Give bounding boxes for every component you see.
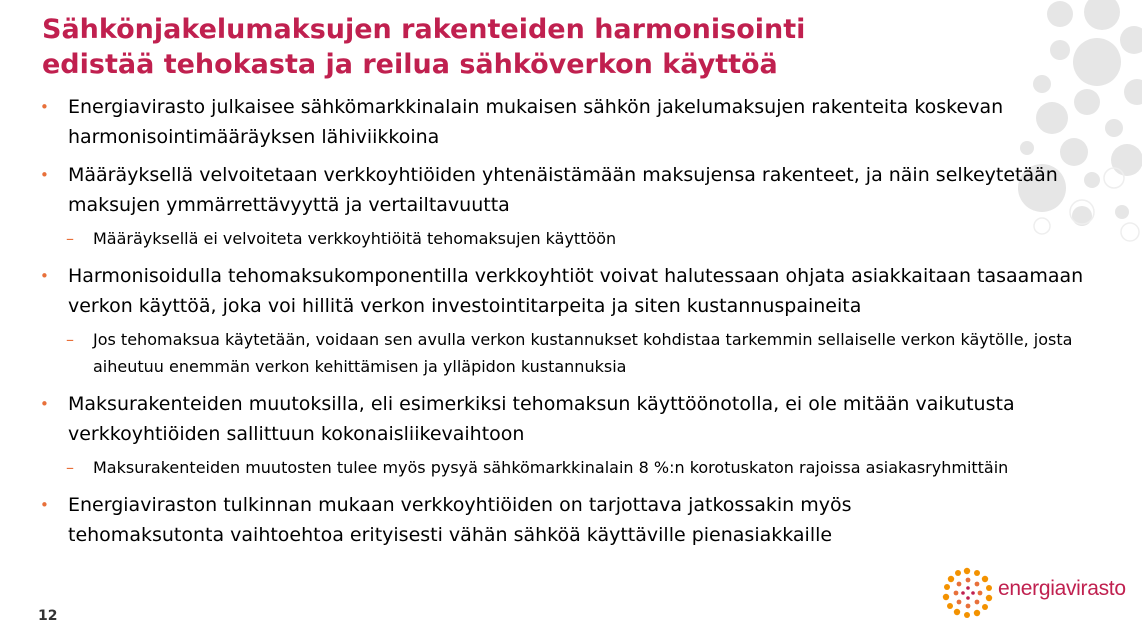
bullet-text: Harmonisoidulla tehomaksukomponentilla verkkoyhtiöt voivat halutessaan ohjata asiakkaitaan tasaamaan verkon käyttöä, joka voi hillitä verkon investointitarpeita ja siten kustannuspaineita (68, 265, 1084, 317)
bullet-text: Energiaviraston tulkinnan mukaan verkkoyhtiöiden on tarjottava jatkossakin myös tehomaksutonta vaihtoehtoa erityisesti vähän sähköä käyttäville pienasiakkaille (68, 494, 852, 546)
bullet-dot-icon: • (40, 166, 49, 184)
logo-text: energiavirasto (998, 577, 1126, 600)
logo-sun-icon (940, 565, 996, 621)
bullet-text: Energiavirasto julkaisee sähkömarkkinalain mukaisen sähkön jakelumaksujen rakenteita koskevan harmonisointimääräyksen lähiviikkoina (68, 96, 1004, 148)
dash-icon: – (66, 458, 74, 477)
bullet-item (38, 261, 1113, 321)
energiavirasto-logo (940, 565, 1135, 620)
sub-bullet-item (38, 454, 1113, 481)
sub-bullet-text: Maksurakenteiden muutosten tulee myös pysyä sähkömarkkinalain 8 %:n korotuskaton rajoissa asiakasryhmittäin (93, 458, 1009, 477)
bullet-item (38, 92, 1113, 152)
dash-icon: – (66, 330, 74, 349)
bullet-item (38, 490, 968, 550)
bullet-list (38, 92, 1113, 558)
bullet-item (38, 389, 1113, 449)
dash-icon: – (66, 229, 74, 248)
bullet-item (38, 160, 1113, 220)
slide-title (42, 12, 942, 82)
sub-bullet-text: Jos tehomaksua käytetään, voidaan sen avulla verkon kustannukset kohdistaa tarkemmin sellaiselle verkon käytölle, josta aiheutuu enemmän verkon kehittämisen ja ylläpidon kustannuksia (93, 330, 1073, 376)
bullet-dot-icon: • (40, 98, 49, 116)
sub-bullet-item (38, 326, 1113, 380)
page-number: 12 (38, 608, 58, 624)
slide-title-line-1: Sähkönjakelumaksujen rakenteiden harmonisointi (42, 14, 806, 45)
bullet-dot-icon: • (40, 395, 49, 413)
bullet-dot-icon: • (40, 267, 49, 285)
sub-bullet-text: Määräyksellä ei velvoiteta verkkoyhtiöitä tehomaksujen käyttöön (93, 229, 617, 248)
bullet-text: Määräyksellä velvoitetaan verkkoyhtiöiden yhtenäistämään maksujensa rakenteet, ja näin selkeytetään maksujen ymmärrettävyyttä ja vertailtavuutta (68, 164, 1058, 216)
slide-title-line-2: edistää tehokasta ja reilua sähköverkon käyttöä (42, 49, 778, 80)
bullet-text: Maksurakenteiden muutoksilla, eli esimerkiksi tehomaksun käyttöönotolla, ei ole mitään vaikutusta verkkoyhtiöiden sallittuun kokonaisliikevaihtoon (68, 393, 1015, 445)
bullet-dot-icon: • (40, 496, 49, 514)
sub-bullet-item (38, 225, 1113, 252)
